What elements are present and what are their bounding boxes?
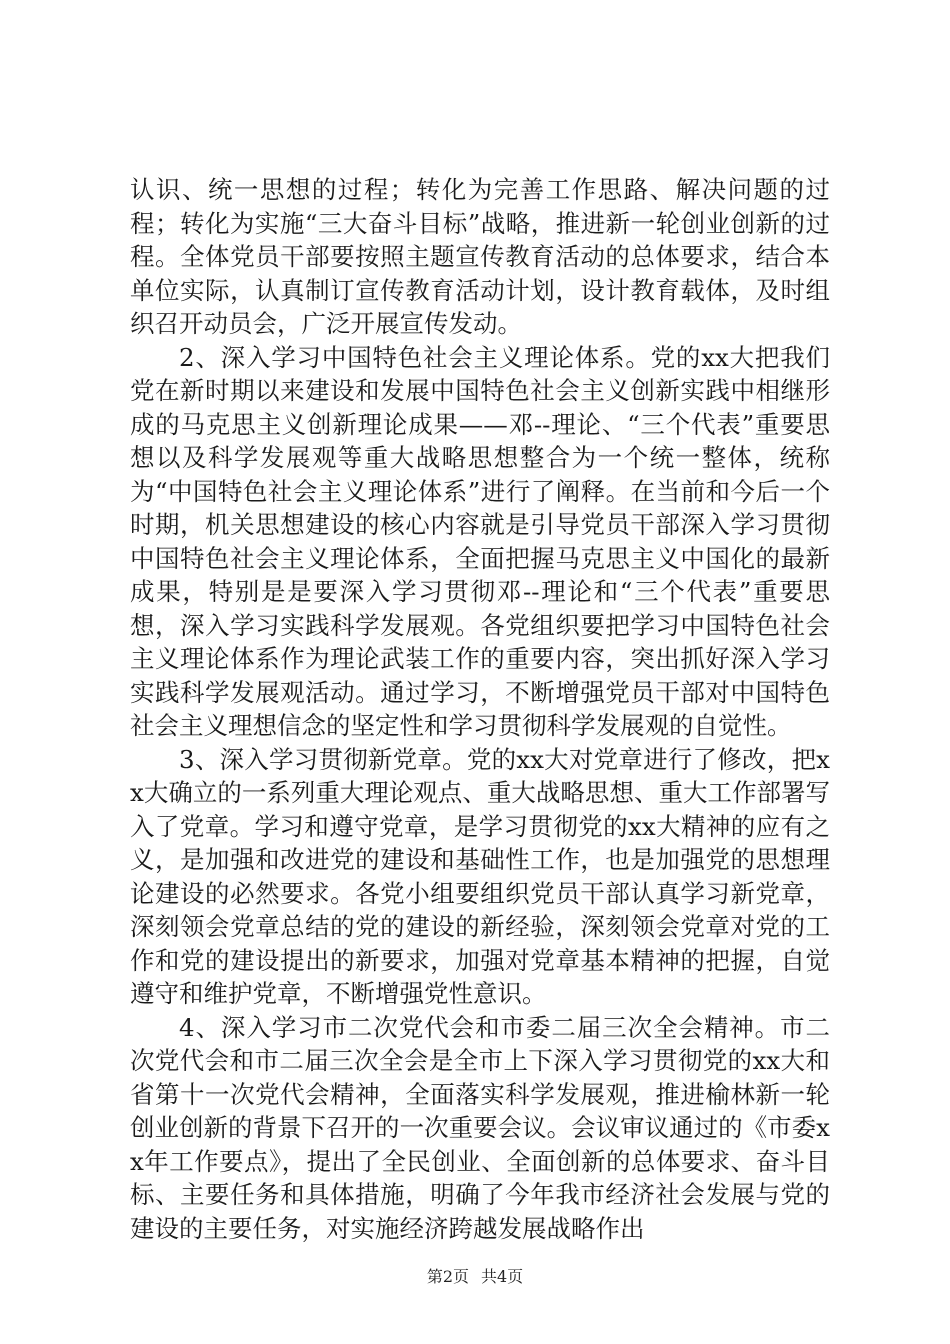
page-footer: [0, 1264, 950, 1287]
paragraph-section-2: 2、深入学习中国特色社会主义理论体系。党的xx大把我们党在新时期以来建设和发展中国特色社会主义创新实践中相继形成的马克思主义创新理论成果——邓--理论、“三个代表”重要思想以及科学发展观等重大战略思想整合为一个统一整体，统称为“中国特色社会主义理论体系”进行了阐释。在当前和今后一个时期，机关思想建设的核心内容就是引导党员干部深入学习贯彻中国特色社会主义理论体系，全面把握马克思主义中国化的最新成果，特别是是要深入学习贯彻邓--理论和“三个代表”重要思想，深入学习实践科学发展观。各党组织要把学习中国特色社会主义理论体系作为理论武装工作的重要内容，突出抓好深入学习实践科学发展观活动。通过学习，不断增强党员干部对中国特色社会主义理想信念的坚定性和学习贯彻科学发展观的自觉性。: [130, 342, 830, 740]
page-total: 共4页: [481, 1267, 524, 1286]
document-body: [130, 173, 830, 1245]
paragraph-continuation: 认识、统一思想的过程；转化为完善工作思路、解决问题的过程；转化为实施“三大奋斗目标”战略，推进新一轮创业创新的过程。全体党员干部要按照主题宣传教育活动的总体要求，结合本单位实际，认真制订宣传教育活动计划，设计教育载体，及时组织召开动员会，广泛开展宣传发动。: [130, 175, 830, 338]
paragraph-section-4: 4、深入学习市二次党代会和市委二届三次全会精神。市二次党代会和市二届三次全会是全市上下深入学习贯彻党的xx大和省第十一次党代会精神，全面落实科学发展观，推进榆林新一轮创业创新的背景下召开的一次重要会议。会议审议通过的《市委xx年工作要点》，提出了全民创业、全面创新的总体要求、奋斗目标、主要任务和具体措施，明确了今年我市经济社会发展与党的建设的主要任务，对实施经济跨越发展战略作出: [130, 1012, 830, 1243]
paragraph-section-3: 3、深入学习贯彻新党章。党的xx大对党章进行了修改，把xx大确立的一系列重大理论观点、重大战略思想、重大工作部署写入了党章。学习和遵守党章，是学习贯彻党的xx大精神的应有之义，是加强和改进党的建设和基础性工作，也是加强党的思想理论建设的必然要求。各党小组要组织党员干部认真学习新党章，深刻领会党章总结的党的建设的新经验，深刻领会党章对党的工作和党的建设提出的新要求，加强对党章基本精神的把握，自觉遵守和维护党章，不断增强党性意识。: [130, 744, 830, 1008]
page-number: 第2页: [426, 1267, 469, 1286]
